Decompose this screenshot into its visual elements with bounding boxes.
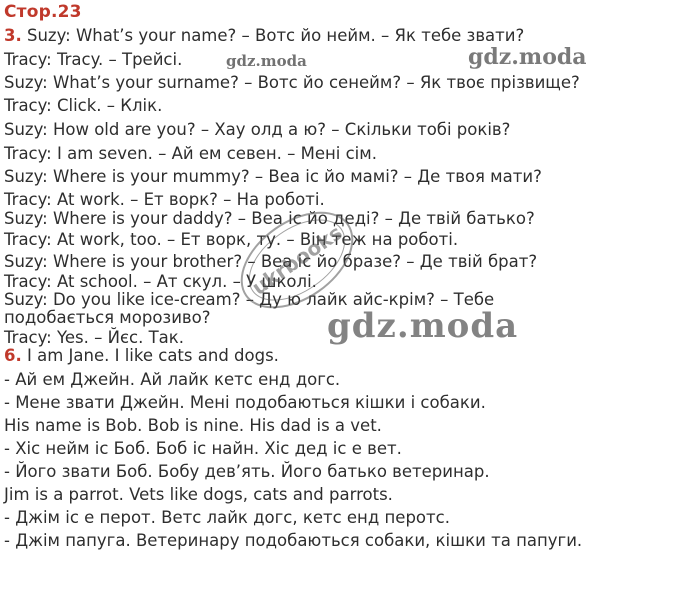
exercise-3-number: 3.	[4, 26, 22, 45]
exercise-3-first-line-text: Suzy: What’s your name? – Вотс йо нейм. – Як тебе звати?	[21, 26, 525, 45]
exercise-3-line: Tracy: I am seven. – Ай ем севен. – Мені сім.	[4, 144, 377, 163]
exercise-3-line: Suzy: What’s your surname? – Вотс йо сенейм? – Як твоє прізвище?	[4, 73, 580, 92]
exercise-3-line: Tracy: At work. – Ет ворк? – На роботі.	[4, 190, 325, 209]
exercise-6-line: - Джім папуга. Ветеринару подобаються собаки, кішки та папуги.	[4, 531, 583, 550]
exercise-3-line: Suzy: Where is your brother? – Веа іс йо бразе? – Де твій брат?	[4, 252, 538, 271]
exercise-6-line: His name is Bob. Bob is nine. His dad is a vet.	[4, 416, 382, 435]
exercise-3-line: Suzy: Where is your daddy? – Веа іс йо деді? – Де твій батько?	[4, 209, 535, 228]
exercise-6-line: - Джім іс е перот. Ветс лайк догс, кетс енд перотс.	[4, 508, 450, 527]
exercise-3-line: Suzy: Where is your mummy? – Веа іс йо мамі? – Де твоя мати?	[4, 167, 542, 186]
exercise-3-line: Suzy: Do you like ice-cream? – Ду ю лайк айс-крім? – Тебе	[4, 290, 495, 309]
exercise-3-line: Tracy: Click. – Клік.	[4, 96, 163, 115]
exercise-6-first-line-text: I am Jane. I like cats and dogs.	[21, 346, 279, 365]
watermark-small: gdz.moda	[226, 52, 307, 70]
exercise-6-line-1	[4, 346, 279, 366]
exercise-3-line: Tracy: Yes. – Йєс. Так.	[4, 328, 184, 347]
exercise-6-line: - Мене звати Джейн. Мені подобаються кішки і собаки.	[4, 393, 486, 412]
exercise-6-number: 6.	[4, 346, 22, 365]
exercise-6-line: - Ай ем Джейн. Ай лайк кетс енд догс.	[4, 370, 341, 389]
exercise-6-line: Jim is a parrot. Vets like dogs, cats and parrots.	[4, 485, 393, 504]
watermark-center: gdz.moda	[327, 306, 519, 346]
exercise-6-line: - Хіс нейм іс Боб. Боб іс найн. Хіс дед іс е вет.	[4, 439, 402, 458]
exercise-3-line-1	[4, 26, 524, 46]
svg-text:ukrbooks: ukrbooks	[247, 220, 347, 300]
exercise-3-line: Suzy: How old are you? – Хау олд а ю? – Скільки тобі років?	[4, 120, 511, 139]
exercise-6-line: - Його звати Боб. Бобу дев’ять. Його батько ветеринар.	[4, 462, 490, 481]
exercise-3-line: подобається морозиво?	[4, 308, 211, 327]
exercise-3-line: Tracy: Tracy. – Трейсі.	[4, 50, 183, 69]
page-heading: Стор.23	[4, 2, 82, 22]
exercise-3-line: Tracy: At work, too. – Ет ворк, ту. – Він теж на роботі.	[4, 230, 459, 249]
exercise-3-line: Tracy: At school. – Ат скул. – У школі.	[4, 272, 317, 291]
watermark-top-right: gdz.moda	[468, 44, 587, 70]
